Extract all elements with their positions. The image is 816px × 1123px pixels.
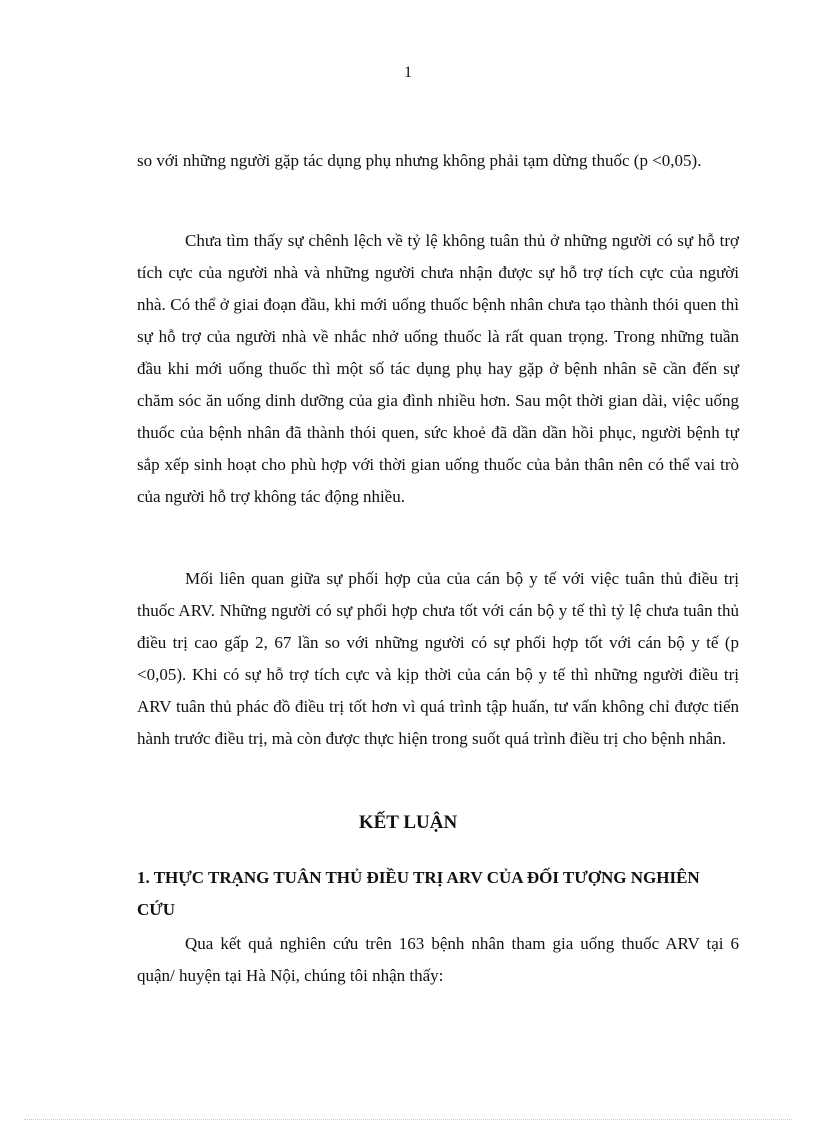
page-bottom-divider [24, 1119, 792, 1120]
page-number: 1 [404, 64, 412, 81]
paragraph-3: Mối liên quan giữa sự phối hợp của của cán bộ y tế với việc tuân thủ điều trị thuốc ARV. Những người có sự phối hợp chưa tốt với cán bộ y tế thì tỷ lệ chưa tuân thủ điều trị cao gấp 2, 67 lần so với những người có sự phối hợp tốt với cán bộ y tế (p <0,05). Khi có sự hỗ trợ tích cực và kịp thời của cán bộ y tế thì những người điều trị ARV tuân thủ phác đồ điều trị tốt hơn vì quá trình tập huấn, tư vấn không chỉ được tiến hành trước điều trị, mà còn được thực hiện trong suốt quá trình điều trị cho bệnh nhân. [137, 569, 739, 748]
paragraph-3-container [137, 563, 739, 755]
conclusion-heading: KẾT LUẬN [358, 812, 458, 833]
paragraph-4: Qua kết quả nghiên cứu trên 163 bệnh nhân tham gia uống thuốc ARV tại 6 quận/ huyện tại Hà Nội, chúng tôi nhận thấy: [137, 934, 739, 985]
paragraph-4-container [137, 928, 739, 992]
paragraph-1-container [137, 145, 739, 177]
paragraph-2: Chưa tìm thấy sự chênh lệch về tỷ lệ không tuân thủ ở những người có sự hỗ trợ tích cực của người nhà và những người chưa nhận được sự hỗ trợ tích cực của người nhà. Có thể ở giai đoạn đầu, khi mới uống thuốc bệnh nhân chưa tạo thành thói quen thì sự hỗ trợ của người nhà về nhắc nhở uống thuốc là rất quan trọng. Trong những tuần đầu khi mới uống thuốc thì một số tác dụng phụ hay gặp ở bệnh nhân sẽ cần đến sự chăm sóc ăn uống dinh dưỡng của gia đình nhiều hơn. Sau một thời gian dài, việc uống thuốc của bệnh nhân đã thành thói quen, sức khoẻ đã dần dần hồi phục, người bệnh tự sắp xếp sinh hoạt cho phù hợp với thời gian uống thuốc của bản thân nên có thể vai trò của người hỗ trợ không tác động nhiều. [137, 231, 739, 506]
paragraph-2-container [137, 225, 739, 513]
paragraph-1: so với những người gặp tác dụng phụ nhưng không phải tạm dừng thuốc (p <0,05). [137, 151, 702, 170]
section-1-heading: 1. THỰC TRẠNG TUÂN THỦ ĐIỀU TRỊ ARV CỦA ĐỐI TƯỢNG NGHIÊN CỨU [137, 868, 700, 919]
